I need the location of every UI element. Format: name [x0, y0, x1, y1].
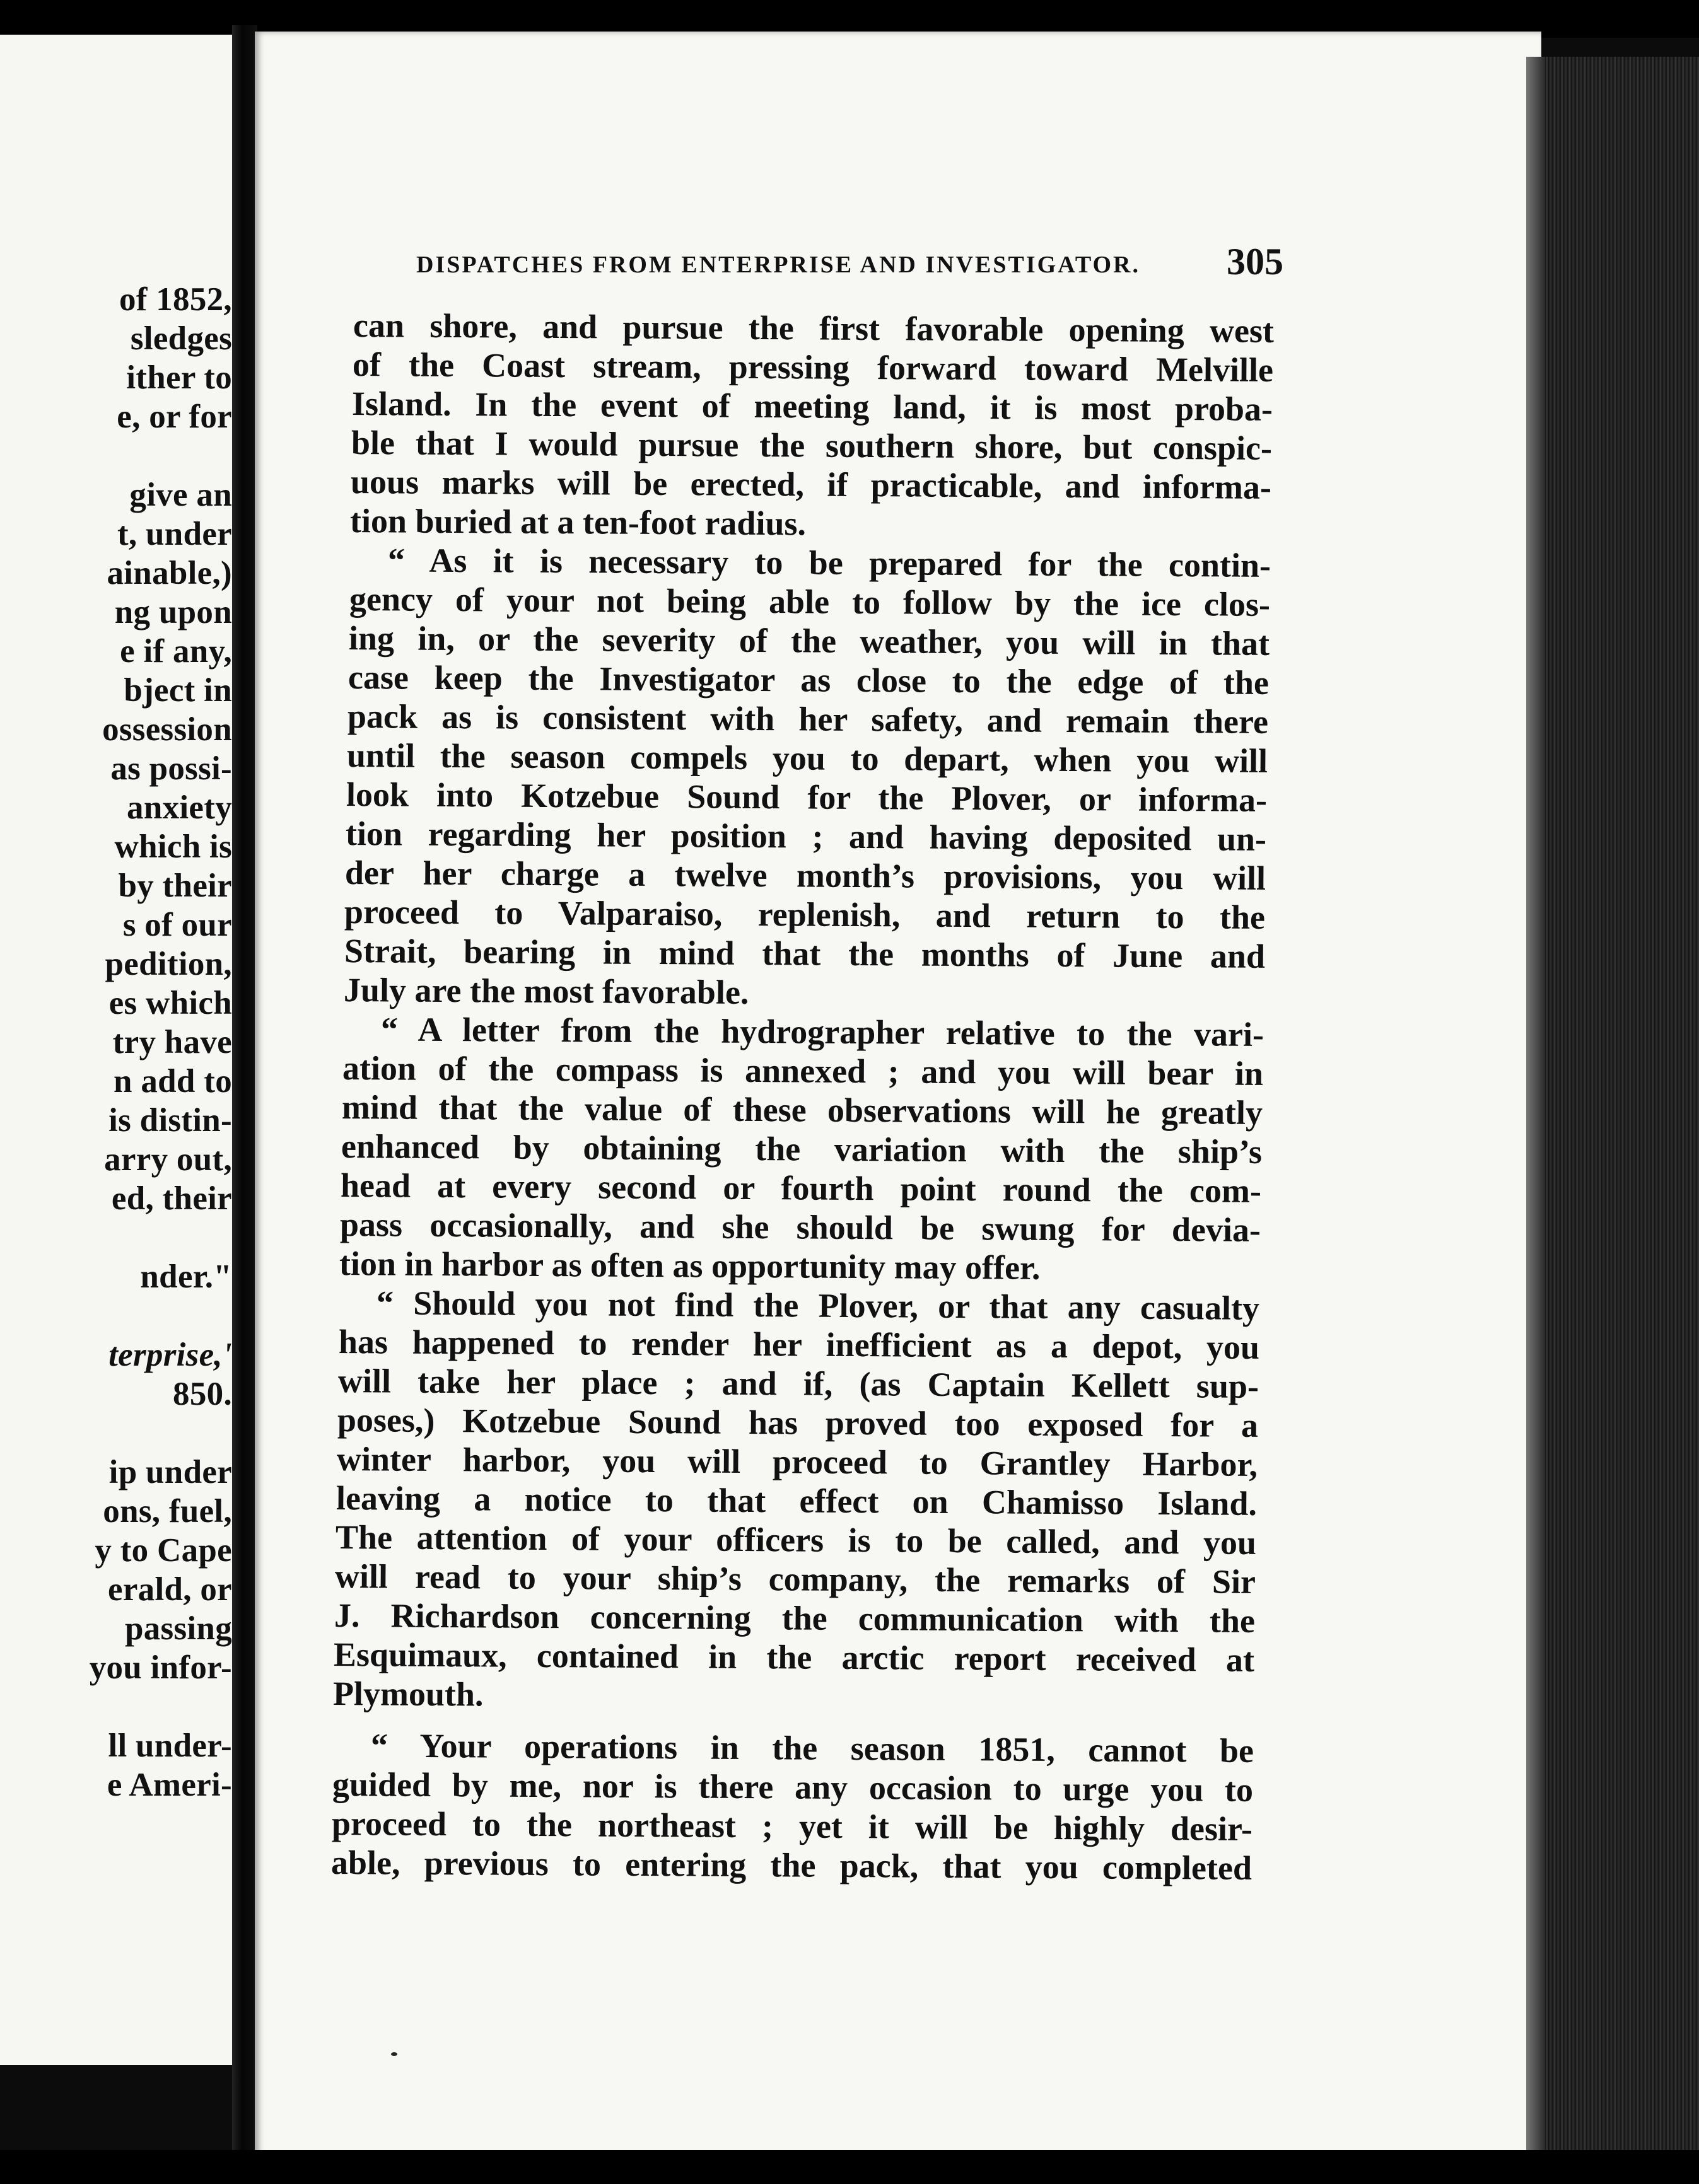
body-text-line: “ Your operations in the season 1851, cannot be: [370, 1726, 1254, 1770]
previous-page-line: e Ameri-: [107, 1767, 232, 1803]
previous-page-line: s of our: [122, 907, 232, 943]
previous-page-line: passing: [124, 1610, 232, 1647]
previous-page-line: nder.": [140, 1258, 232, 1295]
body-text-line: head at every second or fourth point round the com-: [340, 1166, 1262, 1210]
body-text-line: ing in, or the severity of the weather, you will in that: [348, 619, 1270, 663]
body-text-line: tion in harbor as often as opportunity may offer.: [339, 1245, 1041, 1287]
body-text-line: ble that I would pursue the southern shore, but conspic-: [351, 424, 1273, 467]
previous-page-line: ons, fuel,: [103, 1493, 232, 1530]
previous-page-line: ip under: [108, 1454, 232, 1490]
body-text-line: until the season compels you to depart, when you will: [346, 736, 1268, 780]
page-number: 305: [1227, 241, 1283, 282]
previous-page-line: pedition,: [105, 946, 232, 982]
previous-page-line: give an: [129, 477, 232, 513]
previous-page-line: by their: [118, 868, 232, 904]
previous-page-line: of 1852,: [119, 281, 232, 318]
body-text-line: gency of your not being able to follow by the ice clos-: [349, 580, 1271, 624]
previous-page-line: which is: [114, 828, 232, 865]
body-text-line: look into Kotzebue Sound for the Plover, or informa-: [346, 775, 1268, 819]
body-text-line: case keep the Investigator as close to the edge of the: [347, 658, 1270, 702]
previous-page-line: ll under-: [108, 1728, 232, 1764]
body-text-line: guided by me, nor is there any occasion to urge you to: [332, 1765, 1254, 1809]
scan-speck: [391, 2052, 397, 2056]
previous-page-line: e if any,: [120, 633, 232, 670]
previous-page-line: ainable,): [107, 555, 232, 591]
previous-page-line: e, or for: [117, 398, 232, 435]
body-text-line: pack as is consistent with her safety, and remain there: [347, 697, 1269, 741]
body-text-line: mind that the value of these observations will he greatly: [341, 1088, 1263, 1132]
body-text-line: The attention of your officers is to be called, and you: [335, 1518, 1257, 1562]
body-text-line: pass occasionally, and she should be swung for devia-: [339, 1205, 1261, 1249]
previous-page-line: erald, or: [108, 1571, 232, 1608]
previous-page-line: terprise,': [108, 1337, 232, 1373]
body-text-line: Plymouth.: [332, 1675, 484, 1714]
previous-page-line: try have: [112, 1024, 232, 1060]
scan-border-bottom: [0, 2150, 1699, 2184]
previous-page-line: ossession: [102, 711, 232, 748]
body-text-line: able, previous to entering the pack, that you completed: [330, 1844, 1252, 1887]
body-text-line: tion regarding her position ; and having deposited un-: [345, 815, 1267, 858]
previous-page-line: arry out,: [104, 1141, 232, 1178]
previous-page-line: is distin-: [108, 1102, 232, 1139]
previous-page-line: you infor-: [89, 1649, 232, 1686]
body-text-line: enhanced by obtaining the variation with the ship’s: [341, 1127, 1263, 1171]
previous-page-line: 850.: [173, 1376, 232, 1412]
previous-page-line: es which: [108, 985, 232, 1021]
body-text-line: will read to your ship’s company, the remarks of Sir: [334, 1557, 1256, 1601]
body-text-line: uous marks will be erected, if practicable, and informa-: [350, 463, 1272, 506]
body-text-line: leaving a notice to that effect on Chamisso Island.: [336, 1479, 1258, 1523]
body-text-line: Strait, bearing in mind that the months of June and: [344, 932, 1266, 975]
body-text-line: poses,) Kotzebue Sound has proved too exposed for a: [337, 1401, 1259, 1444]
previous-page-line: ng upon: [114, 594, 232, 630]
body-text-line: July are the most favorable.: [343, 971, 749, 1011]
body-text-line: “ As it is necessary to be prepared for the contin-: [387, 541, 1271, 584]
previous-page-line: ither to: [126, 359, 232, 396]
body-text-line: proceed to the northeast ; yet it will be highly desir-: [331, 1804, 1253, 1848]
previous-page-line: y to Cape: [95, 1532, 232, 1569]
previous-page-fragment: [0, 35, 235, 2065]
body-text-line: “ A letter from the hydrographer relative to the vari-: [380, 1010, 1264, 1054]
previous-page-line: bject in: [124, 672, 232, 709]
previous-page-line: anxiety: [127, 789, 232, 826]
body-text-line: proceed to Valparaiso, replenish, and return to the: [344, 893, 1266, 936]
book-gutter: [232, 25, 257, 2156]
previous-page-line: n add to: [114, 1063, 232, 1100]
body-text-line: J. Richardson concerning the communication with the: [334, 1596, 1256, 1640]
previous-page-line: t, under: [117, 516, 232, 552]
previous-page-line: sledges: [130, 320, 232, 357]
body-text-line: can shore, and pursue the first favorable opening west: [353, 306, 1275, 350]
previous-page-line: ed, their: [111, 1180, 232, 1217]
body-text-line: will take her place ; and if, (as Captain Kellett sup-: [337, 1362, 1259, 1405]
body-text-line: “ Should you not find the Plover, or that any casualty: [376, 1284, 1260, 1327]
body-text-line: Esquimaux, contained in the arctic report received at: [333, 1635, 1255, 1679]
body-text-line: tion buried at a ten-foot radius.: [349, 502, 807, 543]
running-head: DISPATCHES FROM ENTERPRISE AND INVESTIGATOR.: [416, 252, 1140, 278]
body-text-line: has happened to render her inefficient as a depot, you: [338, 1323, 1260, 1366]
body-text-line: der her charge a twelve month’s provisions, you will: [344, 854, 1266, 897]
body-text-line: winter harbor, you will proceed to Grantley Harbor,: [336, 1440, 1258, 1484]
body-text-line: Island. In the event of meeting land, it is most proba-: [351, 385, 1273, 428]
body-text-line: of the Coast stream, pressing forward toward Melville: [352, 346, 1274, 389]
previous-page-line: as possi-: [110, 750, 232, 787]
page-edge-stack: [1526, 57, 1699, 2184]
body-text-line: ation of the compass is annexed ; and you will bear in: [342, 1049, 1264, 1093]
